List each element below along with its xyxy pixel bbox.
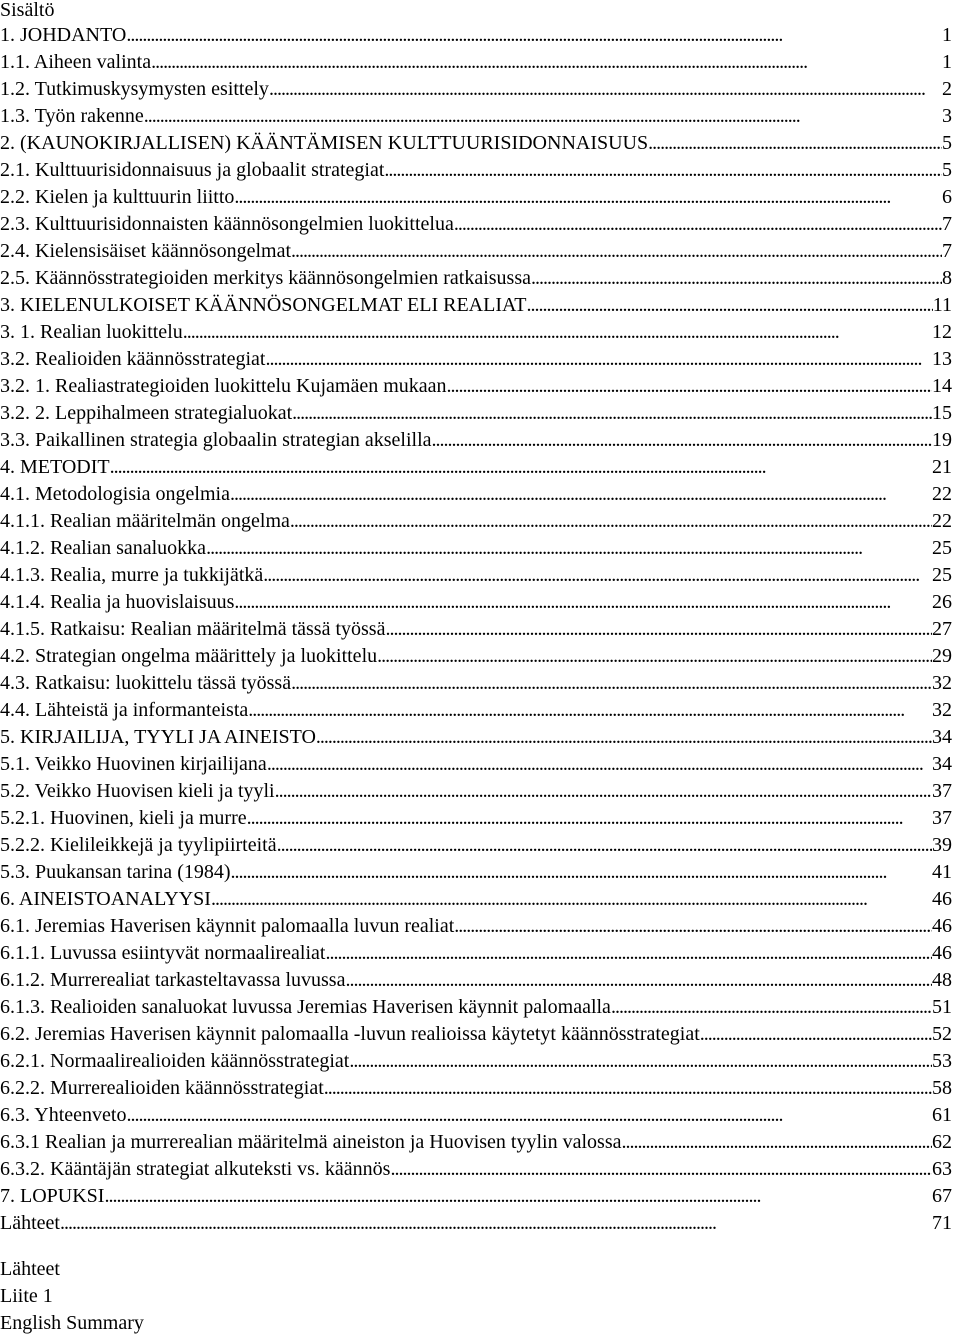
toc-page-number: 39 [932, 834, 952, 856]
toc-leader-dots [316, 724, 932, 751]
toc-entry[interactable] [0, 1129, 952, 1156]
toc-entry-title: 4.3. Ratkaisu: luokittelu tässä työssä [0, 672, 292, 694]
toc-page-number: 61 [932, 1104, 952, 1126]
toc-leader-dots [432, 427, 932, 454]
toc-page-number: 19 [932, 429, 952, 451]
toc-entry-title: 4.1.4. Realia ja huovislaisuus [0, 591, 235, 613]
toc-page-number: 21 [932, 456, 952, 478]
toc-entry-title: Lähteet [0, 1212, 60, 1234]
toc-entry-title: 2. (KAUNOKIRJALLISEN) KÄÄNTÄMISEN KULTTUURISIDONNAISUUS [0, 132, 649, 154]
toc-leader-dots [248, 697, 932, 724]
toc-entry[interactable] [0, 913, 952, 940]
toc-entry[interactable] [0, 724, 952, 751]
toc-page-number: 25 [932, 564, 952, 586]
toc-page-number: 6 [942, 186, 952, 208]
toc-leader-dots [126, 1102, 932, 1129]
toc-page-number: 22 [932, 510, 952, 532]
toc-entry-title: 4.1.5. Ratkaisu: Realian määritelmä tässä työssä [0, 618, 386, 640]
toc-entry-title: 5.3. Puukansan tarina (1984) [0, 861, 231, 883]
toc-leader-dots [454, 913, 932, 940]
toc-page-number: 63 [932, 1158, 952, 1180]
toc-page-number: 62 [932, 1131, 952, 1153]
toc-entry[interactable] [0, 1156, 952, 1183]
toc-leader-dots [230, 481, 932, 508]
toc-leader-dots [183, 319, 932, 346]
toc-page-number: 7 [942, 240, 952, 262]
toc-page-number: 13 [932, 348, 952, 370]
toc-page-number: 2 [942, 78, 952, 100]
toc-entry[interactable] [0, 373, 952, 400]
toc-entry[interactable] [0, 535, 952, 562]
toc-leader-dots [104, 1183, 932, 1210]
toc-page-number: 26 [932, 591, 952, 613]
toc-entry-title: 1.3. Työn rakenne [0, 105, 144, 127]
toc-page-number: 71 [932, 1212, 952, 1234]
toc-leader-dots [384, 157, 942, 184]
toc-page-number: 5 [942, 132, 952, 154]
toc-entry[interactable] [0, 643, 952, 670]
toc-leader-dots [211, 886, 932, 913]
toc-page-number: 52 [932, 1023, 952, 1045]
toc-entry-title: 6.2.2. Murrerealioiden käännösstrategiat [0, 1077, 324, 1099]
toc-entry[interactable] [0, 400, 952, 427]
toc-entry-title: 6.1. Jeremias Haverisen käynnit palomaalla luvun realiat [0, 915, 455, 937]
toc-entry[interactable] [0, 481, 952, 508]
toc-entry[interactable] [0, 994, 952, 1021]
toc-leader-dots [234, 184, 942, 211]
toc-entry-title: 4. METODIT [0, 456, 110, 478]
toc-entry-title: 4.1. Metodologisia ongelmia [0, 483, 230, 505]
toc-page-number: 37 [932, 780, 952, 802]
toc-entry-title: 5.1. Veikko Huovinen kirjailijana [0, 753, 267, 775]
toc-entry-title: 6.3. Yhteenveto [0, 1104, 127, 1126]
toc-page-number: 1 [942, 51, 952, 73]
toc-leader-dots [531, 265, 942, 292]
toc-page-number: 27 [932, 618, 952, 640]
toc-leader-dots [151, 49, 942, 76]
toc-leader-dots [291, 238, 942, 265]
toc-entry[interactable] [0, 454, 952, 481]
toc-leader-dots [611, 994, 932, 1021]
toc-entry-title: 3.2. 1. Realiastrategioiden luokittelu Kujamäen mukaan [0, 375, 447, 397]
toc-entry-title: 4.1.3. Realia, murre ja tukkijätkä [0, 564, 264, 586]
toc-entry-title: 5.2.2. Kielileikkejä ja tyylipiirteitä [0, 834, 277, 856]
toc-entry-title: 3.2. Realioiden käännösstrategiat [0, 348, 266, 370]
toc-entry[interactable] [0, 805, 952, 832]
toc-page-number: 12 [932, 321, 952, 343]
appendix-item: English Summary [0, 1312, 144, 1334]
toc-entry[interactable] [0, 130, 952, 157]
toc-page-number: 48 [932, 969, 952, 991]
toc-page-number: 34 [932, 726, 952, 748]
toc-entry[interactable] [0, 76, 952, 103]
toc-entry[interactable] [0, 319, 952, 346]
toc-page-number: 53 [932, 1050, 952, 1072]
toc-entry[interactable] [0, 184, 952, 211]
toc-leader-dots [290, 508, 932, 535]
toc-leader-dots [231, 859, 932, 886]
toc-page-number: 15 [932, 402, 952, 424]
toc-entry[interactable] [0, 1210, 952, 1237]
toc-page-number: 14 [932, 375, 952, 397]
toc-entry-title: 3. KIELENULKOISET KÄÄNNÖSONGELMAT ELI REALIAT [0, 294, 527, 316]
toc-entry[interactable] [0, 1021, 952, 1048]
toc-entry-title: 4.1.2. Realian sanaluokka [0, 537, 207, 559]
toc-page-number: 8 [942, 267, 952, 289]
toc-page-number: 7 [942, 213, 952, 235]
toc-entry-title: 2.4. Kielensisäiset käännösongelmat [0, 240, 292, 262]
toc-leader-dots [144, 103, 942, 130]
toc-entry-title: 2.3. Kulttuurisidonnaisten käännösongelmien luokittelua [0, 213, 454, 235]
toc-entry[interactable] [0, 1048, 952, 1075]
toc-leader-dots [275, 778, 932, 805]
toc-leader-dots [291, 670, 932, 697]
toc-entry-title: 2.5. Käännösstrategioiden merkitys käännösongelmien ratkaisussa [0, 267, 531, 289]
toc-entry[interactable] [0, 589, 952, 616]
toc-page-number: 51 [932, 996, 952, 1018]
toc-entry[interactable] [0, 427, 952, 454]
toc-entry-title: 6.1.1. Luvussa esiintyvät normaalirealiat [0, 942, 326, 964]
toc-entry[interactable] [0, 22, 952, 49]
toc-leader-dots [126, 22, 942, 49]
toc-entry[interactable] [0, 778, 952, 805]
toc-page-number: 1 [942, 24, 952, 46]
toc-leader-dots [621, 1129, 932, 1156]
toc-entry[interactable] [0, 940, 952, 967]
toc-entry-title: 6.3.1 Realian ja murrerealian määritelmä aineiston ja Huovisen tyylin valossa [0, 1131, 622, 1153]
toc-entry[interactable] [0, 346, 952, 373]
toc-entry-title: 5.2.1. Huovinen, kieli ja murre [0, 807, 247, 829]
toc-entry[interactable] [0, 832, 952, 859]
toc-page-number: 46 [932, 942, 952, 964]
toc-page-number: 3 [942, 105, 952, 127]
toc-page-number: 32 [932, 699, 952, 721]
toc-leader-dots [454, 211, 942, 238]
toc-entry-title: 3.3. Paikallinen strategia globaalin strategian akselilla [0, 429, 432, 451]
toc-entry-title: 3.2. 2. Leppihalmeen strategialuokat [0, 402, 293, 424]
toc-leader-dots [110, 454, 932, 481]
toc-leader-dots [325, 940, 932, 967]
toc-leader-dots [345, 967, 932, 994]
toc-leader-dots [700, 1021, 932, 1048]
toc-leader-dots [247, 805, 932, 832]
toc-entry-title: 6.1.2. Murrerealiat tarkasteltavassa luvussa [0, 969, 346, 991]
toc-leader-dots [265, 346, 932, 373]
toc-entry-title: 6.2.1. Normaalirealioiden käännösstrategiat [0, 1050, 350, 1072]
toc-entry-title: 6. AINEISTOANALYYSI [0, 888, 211, 910]
toc-leader-dots [60, 1210, 932, 1237]
toc-entry-title: 5. KIRJAILIJA, TYYLI JA AINEISTO [0, 726, 316, 748]
toc-entry-title: 1.2. Tutkimuskysymysten esittely [0, 78, 269, 100]
toc-leader-dots [206, 535, 932, 562]
toc-leader-dots [447, 373, 932, 400]
toc-leader-dots [263, 562, 932, 589]
toc-leader-dots [648, 130, 942, 157]
toc-leader-dots [269, 76, 942, 103]
toc-entry-title: 3. 1. Realian luokittelu [0, 321, 183, 343]
toc-entry-title: 2.2. Kielen ja kulttuurin liitto [0, 186, 235, 208]
toc-page-number: 5 [942, 159, 952, 181]
toc-entry[interactable] [0, 49, 952, 76]
toc-page-number: 29 [932, 645, 952, 667]
toc-leader-dots [234, 589, 932, 616]
toc-entry[interactable] [0, 1102, 952, 1129]
toc-entry[interactable] [0, 697, 952, 724]
toc-entry-title: 5.2. Veikko Huovisen kieli ja tyyli [0, 780, 275, 802]
toc-entry-title: 4.1.1. Realian määritelmän ongelma [0, 510, 290, 532]
toc-entry-title: 4.2. Strategian ongelma määrittely ja luokittelu [0, 645, 378, 667]
toc-page-number: 41 [932, 861, 952, 883]
toc-entry-title: 6.2. Jeremias Haverisen käynnit palomaalla -luvun realioissa käytetyt käännösstrategiat [0, 1023, 700, 1045]
toc-leader-dots [526, 292, 932, 319]
toc-leader-dots [390, 1156, 932, 1183]
appendix-item: Lähteet [0, 1258, 60, 1280]
toc-page-number: 37 [932, 807, 952, 829]
toc-entry[interactable] [0, 292, 952, 319]
toc-entry-title: 6.3.2. Kääntäjän strategiat alkuteksti vs. käännös [0, 1158, 391, 1180]
toc-entry[interactable] [0, 103, 952, 130]
toc-entry-title: 6.1.3. Realioiden sanaluokat luvussa Jeremias Haverisen käynnit palomaalla [0, 996, 611, 1018]
toc-entry[interactable] [0, 616, 952, 643]
toc-page-number: 46 [932, 915, 952, 937]
toc-leader-dots [377, 643, 932, 670]
toc-page-number: 22 [932, 483, 952, 505]
appendix-item: Liite 1 [0, 1285, 53, 1307]
toc-entry-title: 4.4. Lähteistä ja informanteista [0, 699, 249, 721]
toc-entry[interactable] [0, 238, 952, 265]
toc-page-number: 58 [932, 1077, 952, 1099]
toc-leader-dots [267, 751, 932, 778]
toc-entry[interactable] [0, 265, 952, 292]
toc-entry[interactable] [0, 508, 952, 535]
toc-entry-title: 1. JOHDANTO [0, 24, 127, 46]
toc-page-number: 46 [932, 888, 952, 910]
toc-leader-dots [277, 832, 932, 859]
toc-page-number: 67 [932, 1185, 952, 1207]
toc-leader-dots [349, 1048, 932, 1075]
toc-page-number: 11 [932, 294, 952, 316]
toc-entry[interactable] [0, 562, 952, 589]
toc-entry[interactable] [0, 1183, 952, 1210]
toc-entry[interactable] [0, 211, 952, 238]
toc-leader-dots [385, 616, 932, 643]
toc-page-number: 32 [932, 672, 952, 694]
toc-leader-dots [292, 400, 932, 427]
toc-entry-title: 1.1. Aiheen valinta [0, 51, 152, 73]
toc-page-number: 34 [932, 753, 952, 775]
toc-entry[interactable] [0, 886, 952, 913]
toc-entry[interactable] [0, 670, 952, 697]
toc-heading: Sisältö [0, 0, 55, 21]
toc-page-number: 25 [932, 537, 952, 559]
toc-leader-dots [324, 1075, 932, 1102]
toc-entry-title: 7. LOPUKSI [0, 1185, 105, 1207]
toc-entry-title: 2.1. Kulttuurisidonnaisuus ja globaalit strategiat [0, 159, 385, 181]
toc-entry[interactable] [0, 967, 952, 994]
toc-entry[interactable] [0, 1075, 952, 1102]
toc-entry[interactable] [0, 859, 952, 886]
toc-entry[interactable] [0, 751, 952, 778]
toc-entry[interactable] [0, 157, 952, 184]
